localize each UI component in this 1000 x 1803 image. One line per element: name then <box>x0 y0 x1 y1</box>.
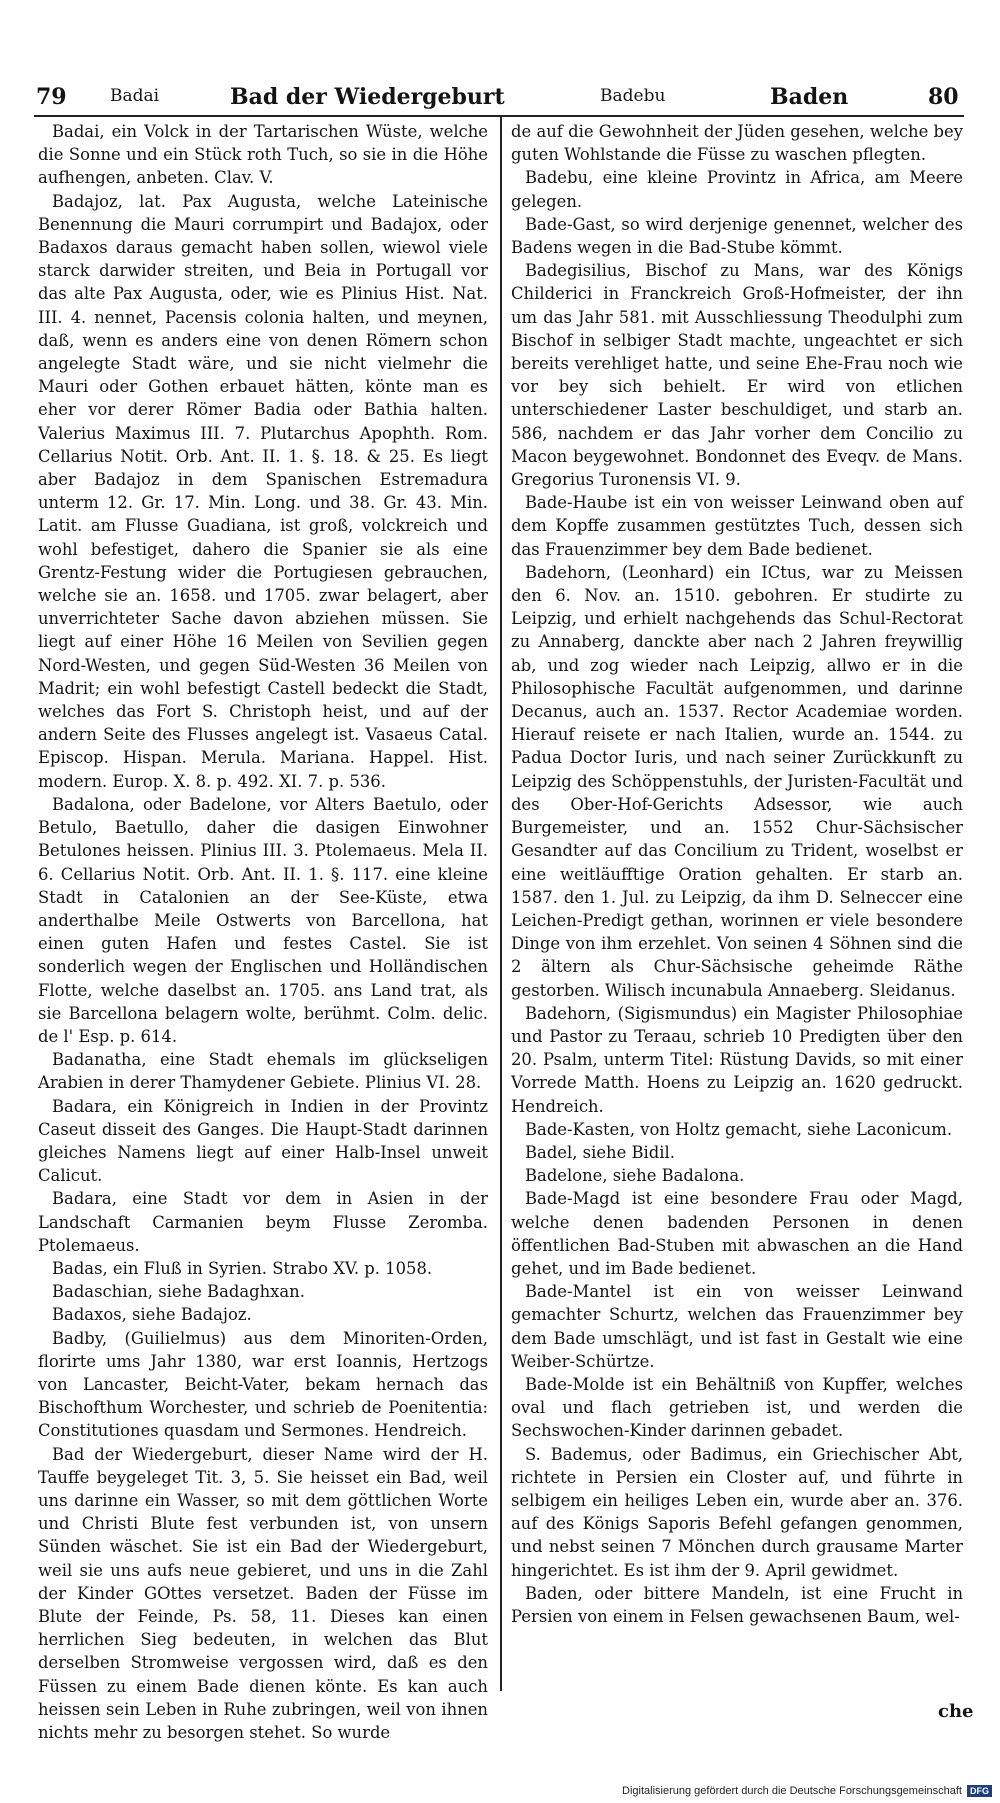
digitization-footer <box>622 1785 992 1797</box>
entry-bade-molde: Bade-Molde ist ein Behältniß von Kupffer, welches oval und flach getrieben ist, und werden die Sechswochen-Kinder darinnen gebadet. <box>511 1374 963 1441</box>
entry-badaxos: Badaxos, siehe Badajoz. <box>52 1305 252 1325</box>
left-column <box>38 120 488 1744</box>
right-running-head-short: Badebu <box>600 86 666 106</box>
entry-badanatha: Badanatha, eine Stadt ehemals im glückseligen Arabien in derer Thamydener Gebiete. Plinius VI. 28. <box>38 1050 488 1093</box>
entry-badalona: Badalona, oder Badelone, vor Alters Baetulo, oder Betulo, Baetullo, daher die dasigen Einwohner Betulones heissen. Plinius III. 3. Ptolemaeus. Mela II. 6. Cellarius Notit. Orb. Ant. II. 1. §. 117. eine kleine Stadt in Catalonien an der See-Küste, etwa anderthalbe Meile Ostwerts von Barcellona, hat einen guten Hafen und festes Castel. Sie ist sonderlich wegen der Englischen und Holländischen Flotte, welche daselbst an. 1705. ans Land trat, als sie Barcellona belagern wolte, berühmt. Colm. delic. de l' Esp. p. 614. <box>38 794 488 1046</box>
entry-bad-der-wiedergeburt: Bad der Wiedergeburt, dieser Name wird der H. Tauffe beygeleget Tit. 3, 5. Sie heisset ein Bad, weil uns darinne ein Wasser, so mit dem göttlichen Worte und Christi Blute fest verbunden ist, von unsern Sünden wäschet. Sie ist ein Bad der Wiedergeburt, weil sie uns aufs neue gebieret, und uns in die Zahl der Kinder GOttes versetzet. Baden der Füsse im Blute der Feinde, Ps. 58, 11. Dieses kan einen herrlichen Sieg bedeuten, in welchen das Blut derselben Stromweise vergossen wird, daß es den Füssen zu einem Bade dienen könte. Es kan auch heissen sein Leben in Ruhe zubringen, weil von ihnen nichts mehr zu besorgen stehet. So wurde <box>38 1444 488 1743</box>
left-page-number: 79 <box>36 84 67 110</box>
catchword: che <box>938 1701 974 1722</box>
entry-badai: Badai, ein Volck in der Tartarischen Wüste, welche die Sonne und ein Stück roth Tuch, so sie in die Höhe aufhengen, anbeten. Clav. V. <box>38 122 488 188</box>
dfg-logo: DFG <box>967 1785 992 1797</box>
entry-badaschian: Badaschian, siehe Badaghxan. <box>52 1282 305 1302</box>
column-divider <box>500 116 502 1691</box>
entry-badara-india: Badara, ein Königreich in Indien in der Provintz Caseut disseit des Ganges. Die Haupt-Stadt darinnen gleiches Namens liegt auf einer Halb-Insel unweit Calicut. <box>38 1096 488 1186</box>
entry-bade-haube: Bade-Haube ist ein von weisser Leinwand oben auf dem Kopffe zusammen gestütztes Tuch, dessen sich das Frauenzimmer bey dem Bade bedienet. <box>511 493 963 559</box>
left-running-title: Bad der Wiedergeburt <box>230 84 505 110</box>
entry-badegisilius: Badegisilius, Bischof zu Mans, war des Königs Childerici in Franckreich Groß-Hofmeister, der ihn um das Jahr 581. mit Ausschliessung Theodulphi zum Bischof in selbiger Stadt machte, ungeachtet er sich bereits verehliget hatte, und seine Ehe-Frau noch wie vor bey sich behielt. Er wird von etlichen unterschiedener Laster beschuldiget, und starb an. 586, nachdem er das Jahr vorher dem Concilio zu Macon beygewohnet. Bondonnet des Eveqv. de Mans. Gregorius Turonensis VI. 9. <box>511 261 963 490</box>
entry-badebu: Badebu, eine kleine Provintz in Africa, am Meere gelegen. <box>511 168 963 211</box>
entry-badara-asia: Badara, eine Stadt vor dem in Asien in der Landschaft Carmanien beym Flusse Zeromba. Ptolemaeus. <box>38 1189 488 1255</box>
entry-badby: Badby, (Guilielmus) aus dem Minoriten-Orden, florirte ums Jahr 1380, war erst Ioannis, Hertzogs von Lancaster, Beicht-Vater, bekam hernach das Bischofthum Worchester, und schrieb de Poenitentia: Constitutiones quasdam und Sermones. Hendreich. <box>38 1328 488 1441</box>
entry-continuation: de auf die Gewohnheit der Jüden gesehen, welche bey guten Wohlstande die Füsse zu waschen pflegten. <box>511 122 963 165</box>
entry-bade-gast: Bade-Gast, so wird derjenige genennet, welcher des Badens wegen in die Bad-Stube kömmt. <box>511 214 963 258</box>
entry-bade-magd: Bade-Magd ist eine besondere Frau oder Magd, welche denen badenden Personen in denen öffentlichen Bad-Stuben mit abwaschen an die Hand gehet, und im Bade bedienet. <box>511 1189 963 1278</box>
entry-badel: Badel, siehe Bidil. <box>525 1142 675 1162</box>
entry-bade-mantel: Bade-Mantel ist ein von weisser Leinwand gemachter Schurtz, welchen das Frauenzimmer bey dem Bade umschlägt, und ist fast in Gestalt wie eine Weiber-Schürtze. <box>511 1282 963 1371</box>
entry-badajoz: Badajoz, lat. Pax Augusta, welche Lateinische Benennung die Mauri corrumpirt und Badajox, oder Badaxos daraus gemacht haben sollen, wiewol viele starck darwider streiten, und Beia in Portugall vor das alte Pax Augusta, oder, wie es Plinius Hist. Nat. III. 4. nennet, Pacensis colonia halten, und meynen, daß, wenn es anders eine von denen Römern schon angelegte Stadt wäre, und sie nicht vielmehr die Mauri oder Gothen erbauet hätten, könte man es eher vor derer Römer Badia oder Bathia halten. Valerius Maximus III. 7. Plutarchus Apophth. Rom. Cellarius Notit. Orb. Ant. II. 1. §. 18. & 25. Es liegt aber Badajoz in dem Spanischen Estremadura unterm 12. Gr. 17. Min. Long. und 38. Gr. 43. Min. Latit. am Flusse Guadiana, ist groß, volckreich und wohl befestiget, dahero die Spanier sie als eine Grentz-Festung wider die Portugiesen gebrauchen, welche sie an. 1658. und 1705. zwar belagert, aber unverrichteter Sache davon abziehen müssen. Sie liegt auf einer Höhe 16 Meilen von Sevilien gegen Nord-Westen, und gegen Süd-Westen 36 Meilen von Madrit; ein wohl befestigt Castell bedeckt die Stadt, welches das Fort S. Christoph heist, und auf der andern Seite des Flusses angelegt ist. Vasaeus Catal. Episcop. Hispan. Merula. Mariana. Happel. Hist. modern. Europ. X. 8. p. 492. XI. 7. p. 536. <box>38 191 488 791</box>
entry-bade-kasten: Bade-Kasten, von Holtz gemacht, siehe Laconicum. <box>525 1119 953 1139</box>
entry-badehorn-leonhard: Badehorn, (Leonhard) ein ICtus, war zu Meissen den 6. Nov. an. 1510. gebohren. Er studirte zu Leipzig, und erhielt nachgehends das Schul-Rectorat zu Annaberg, danckte aber nach 2 Jahren freywillig ab, und zog wieder nach Leipzig, allwo er in die Philosophische Facultät aufgenommen, und darinne Decanus, auch an. 1537. Rector Academiae worden. Hierauf reisete er nach Italien, wurde an. 1544. zu Padua Doctor Iuris, und nach seiner Zurückkunft zu Leipzig des Schöppenstuhls, der Juristen-Facultät und des Ober-Hof-Gerichts Adsessor, wie auch Burgemeister, und an. 1552 Chur-Sächsischer Gesandter auf das Concilium zu Trident, woselbst er eine weitläufftige Oration gehalten. Er starb an. 1587. den 1. Jul. zu Leipzig, da ihm D. Selneccer eine Leichen-Predigt gethan, worinnen er viele besondere Dinge von ihm erzehlet. Von seinen 4 Söhnen sind die 2 ältern als Chur-Sächsische geheimde Räthe gestorben. Wilisch incunabula Annaeberg. Sleidanus. <box>511 562 963 1000</box>
footer-credit: Digitalisierung gefördert durch die Deutsche Forschungsgemeinschaft <box>622 1785 962 1797</box>
page-header <box>0 76 1000 116</box>
left-running-head-short: Badai <box>110 86 160 106</box>
entry-badas: Badas, ein Fluß in Syrien. Strabo XV. p. 1058. <box>52 1258 433 1278</box>
entry-baden: Baden, oder bittere Mandeln, ist eine Frucht in Persien von einem in Felsen gewachsenen Baum, wel- <box>511 1583 963 1626</box>
entry-badelone: Badelone, siehe Badalona. <box>525 1166 745 1186</box>
right-page-number: 80 <box>928 84 959 110</box>
right-running-title: Baden <box>770 84 849 110</box>
entry-badehorn-sigismundus: Badehorn, (Sigismundus) ein Magister Philosophiae und Pastor zu Teraau, schrieb 10 Predigten über den 20. Psalm, unterm Titel: Rüstung Davids, so mit einer Vorrede Matth. Hoens zu Leipzig an. 1620 gedruckt. Hendreich. <box>511 1003 963 1116</box>
entry-bademus: S. Bademus, oder Badimus, ein Griechischer Abt, richtete in Persien ein Closter auf, und führte in selbigem ein heiliges Leben ein, wurde aber an. 376. auf des Königs Saporis Befehl gefangen genommen, und nebst seinen 7 Mönchen durch grausame Marter hingerichtet. Es ist ihm der 9. April gewidmet. <box>511 1444 963 1580</box>
header-rule <box>34 115 964 117</box>
right-column <box>511 120 963 1628</box>
